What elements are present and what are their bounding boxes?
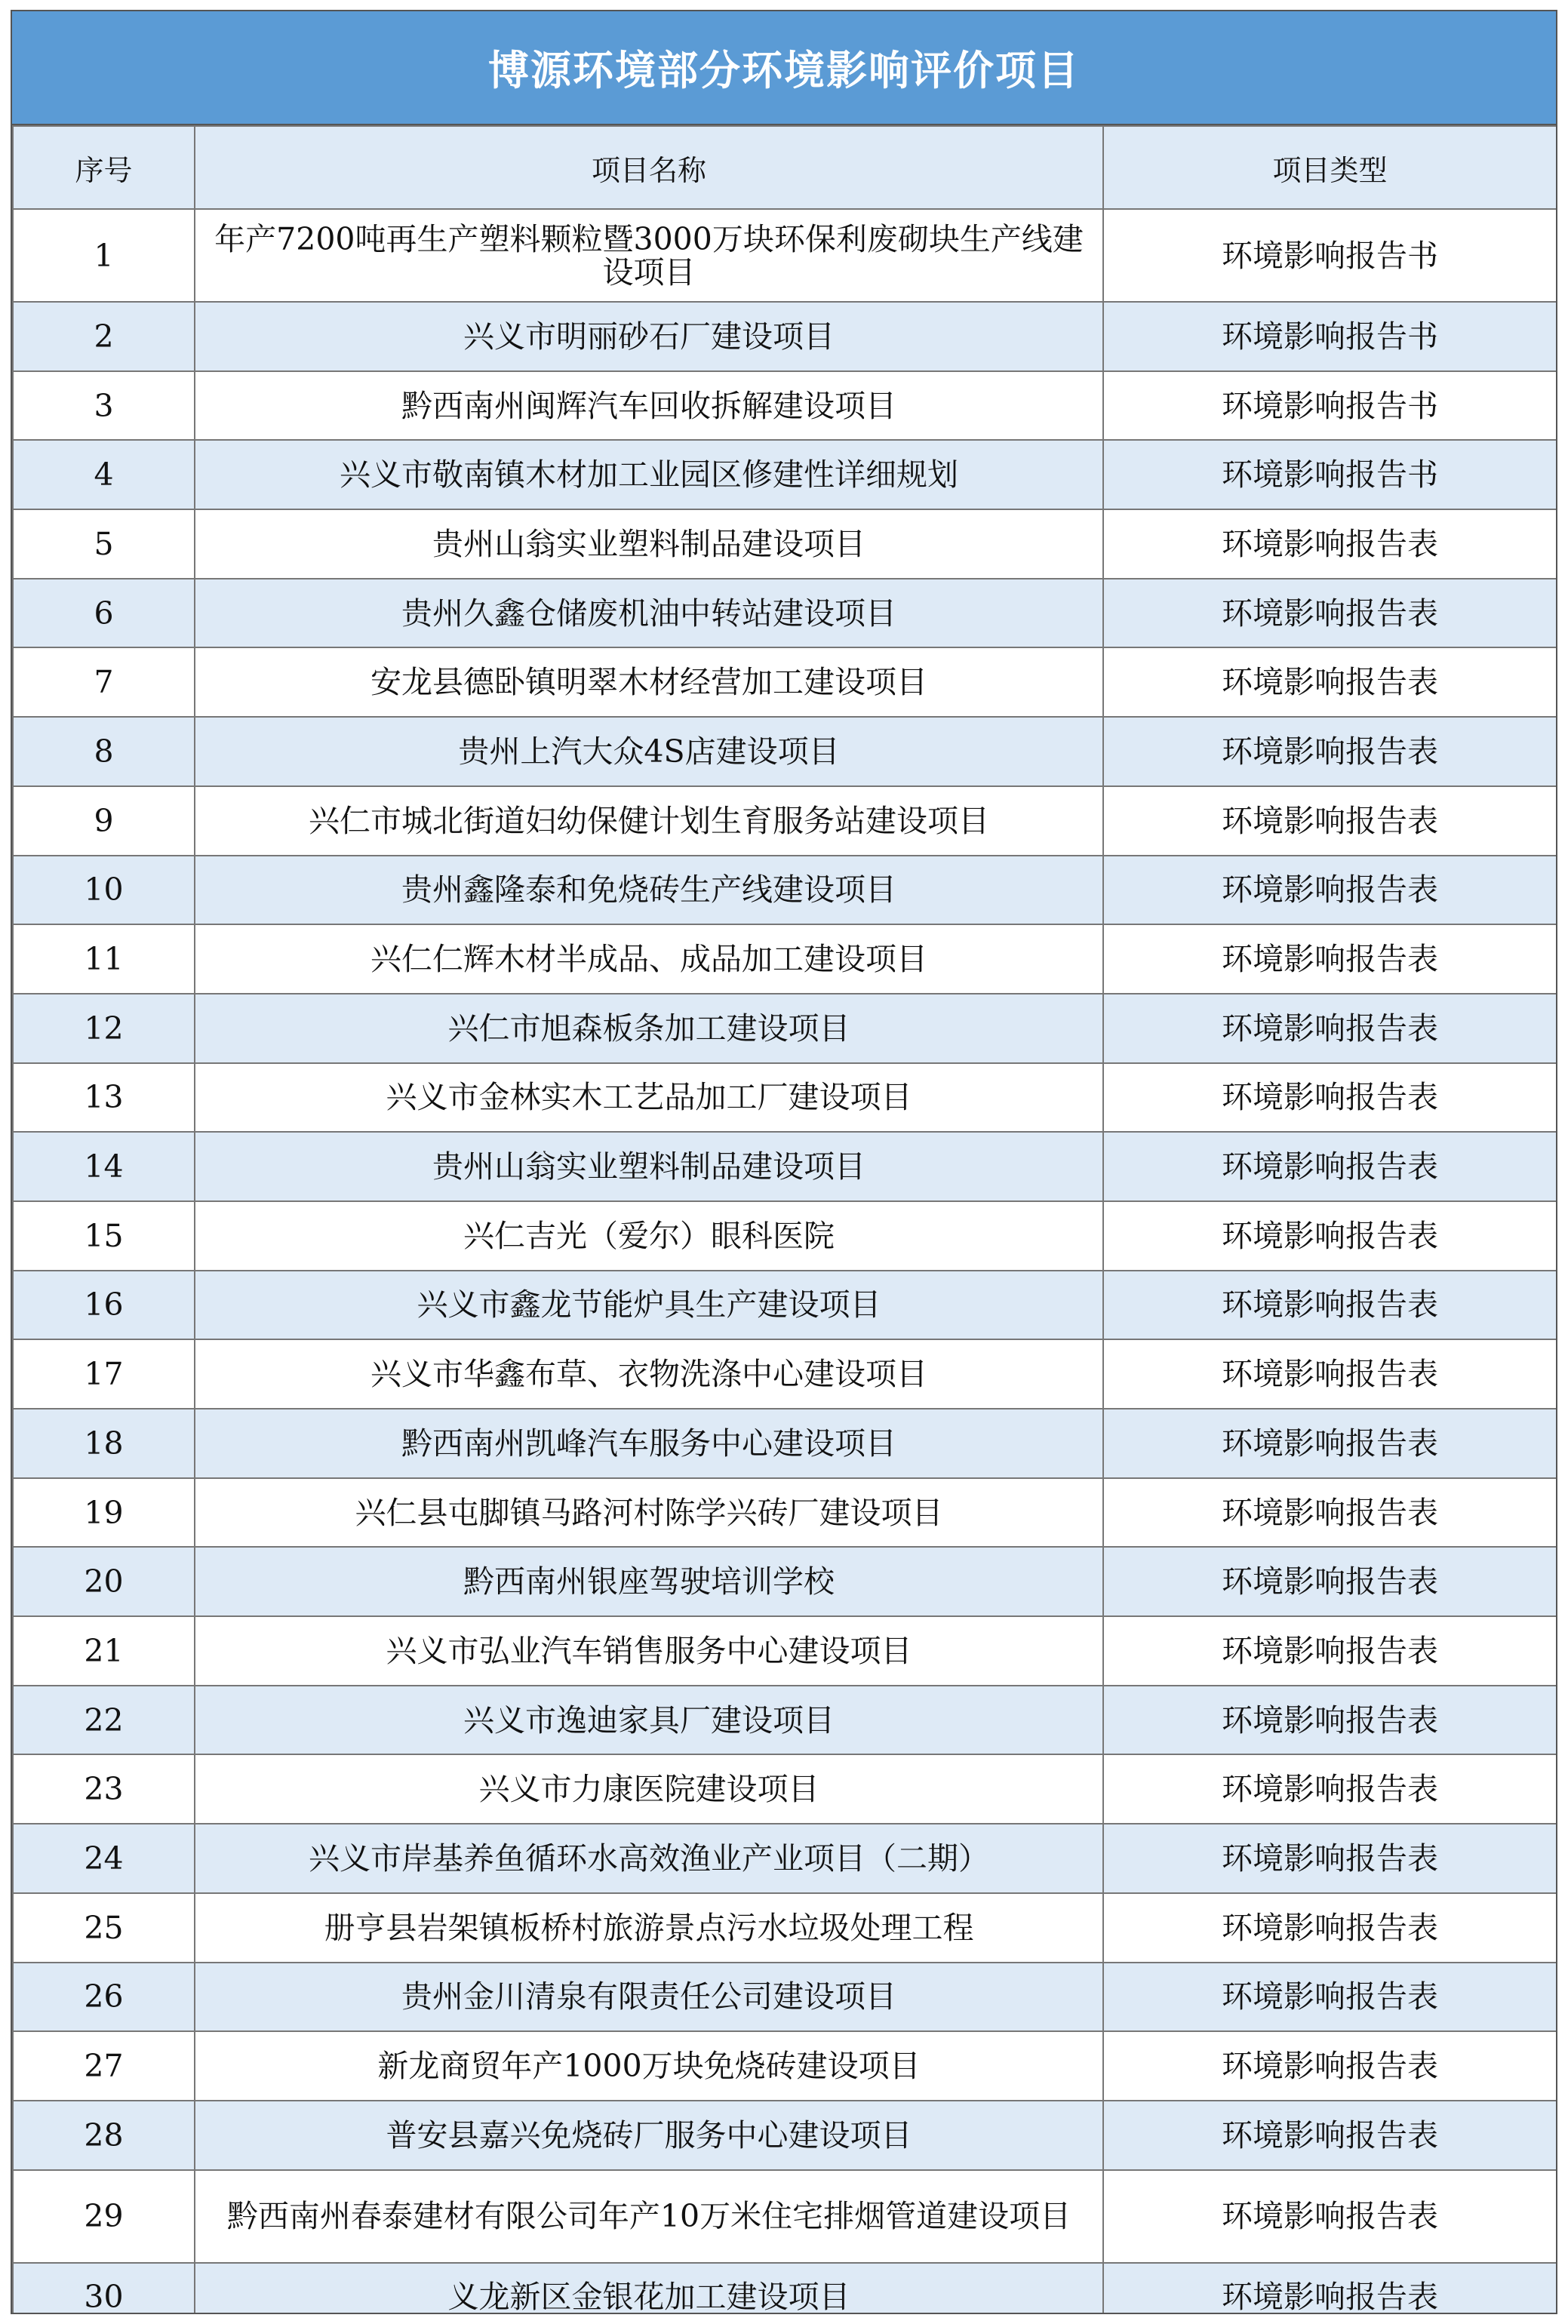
row-project-type: 环境影响报告表 (1103, 647, 1557, 717)
row-project-name: 兴仁市城北街道妇幼保健计划生育服务站建设项目 (309, 804, 989, 838)
row-index: 22 (13, 1686, 195, 1755)
row-project-name-cell (195, 786, 1103, 856)
row-index: 1 (13, 209, 195, 302)
row-project-name-cell (195, 440, 1103, 509)
table-row (13, 1409, 1557, 1478)
row-project-name: 黔西南州春泰建材有限公司年产10万米住宅排烟管道建设项目 (226, 2200, 1071, 2233)
row-index: 23 (13, 1754, 195, 1824)
row-index: 29 (13, 2170, 195, 2263)
row-project-type: 环境影响报告表 (1103, 1547, 1557, 1616)
header-name: 项目名称 (195, 126, 1103, 209)
table-row (13, 717, 1557, 786)
row-index: 16 (13, 1271, 195, 1340)
row-index: 24 (13, 1824, 195, 1893)
row-project-type: 环境影响报告表 (1103, 1824, 1557, 1893)
header-type: 项目类型 (1103, 126, 1557, 209)
row-index: 6 (13, 579, 195, 648)
row-project-name-cell (195, 302, 1103, 371)
row-project-name-cell (195, 924, 1103, 994)
row-project-type: 环境影响报告表 (1103, 717, 1557, 786)
row-project-name: 义龙新区金银花加工建设项目 (447, 2280, 850, 2314)
row-project-type: 环境影响报告表 (1103, 1201, 1557, 1271)
row-index: 30 (13, 2263, 195, 2314)
table-row (13, 1824, 1557, 1893)
table-row (13, 647, 1557, 717)
row-project-type: 环境影响报告表 (1103, 1339, 1557, 1409)
row-project-type: 环境影响报告表 (1103, 1063, 1557, 1133)
row-index: 25 (13, 1893, 195, 1963)
row-project-name: 兴义市力康医院建设项目 (478, 1772, 819, 1806)
table-body (13, 209, 1557, 2314)
row-project-name-cell (195, 371, 1103, 441)
row-project-name-cell (195, 579, 1103, 648)
table-row (13, 1616, 1557, 1686)
row-project-name: 兴义市敬南镇木材加工业园区修建性详细规划 (340, 458, 958, 492)
row-project-name: 年产7200吨再生产塑料颗粒暨3000万块环保利废砌块生产线建设项目 (214, 222, 1084, 289)
row-index: 4 (13, 440, 195, 509)
row-project-name-cell (195, 1478, 1103, 1548)
row-project-name: 兴义市弘业汽车销售服务中心建设项目 (386, 1634, 912, 1668)
row-index: 3 (13, 371, 195, 441)
row-project-type: 环境影响报告表 (1103, 924, 1557, 994)
row-index: 5 (13, 509, 195, 579)
row-index: 15 (13, 1201, 195, 1271)
row-project-name-cell (195, 2101, 1103, 2170)
table-row (13, 1893, 1557, 1963)
row-project-name-cell (195, 1824, 1103, 1893)
row-project-name-cell (195, 2031, 1103, 2101)
row-index: 20 (13, 1547, 195, 1616)
row-project-name-cell (195, 1754, 1103, 1824)
row-project-name: 黔西南州闽辉汽车回收拆解建设项目 (401, 389, 896, 423)
table-row (13, 1271, 1557, 1340)
row-project-name: 册亨县岩架镇板桥村旅游景点污水垃圾处理工程 (324, 1911, 974, 1944)
row-project-name: 普安县嘉兴免烧砖厂服务中心建设项目 (386, 2118, 912, 2152)
row-project-name-cell (195, 717, 1103, 786)
row-project-type: 环境影响报告表 (1103, 1478, 1557, 1548)
table-title: 博源环境部分环境影响评价项目 (12, 11, 1556, 125)
row-project-type: 环境影响报告表 (1103, 994, 1557, 1063)
row-project-name-cell (195, 1063, 1103, 1133)
row-index: 26 (13, 1963, 195, 2032)
row-project-name-cell (195, 647, 1103, 717)
row-project-name: 贵州鑫隆泰和免烧砖生产线建设项目 (401, 873, 896, 907)
table-row (13, 1547, 1557, 1616)
row-index: 13 (13, 1063, 195, 1133)
header-index: 序号 (13, 126, 195, 209)
row-project-name-cell (195, 1132, 1103, 1201)
row-project-name: 兴义市华鑫布草、衣物洗涤中心建设项目 (370, 1357, 927, 1391)
row-index: 2 (13, 302, 195, 371)
row-project-name-cell (195, 1271, 1103, 1340)
table-row (13, 2263, 1557, 2314)
row-project-type: 环境影响报告书 (1103, 440, 1557, 509)
row-project-type: 环境影响报告表 (1103, 2101, 1557, 2170)
table-row (13, 371, 1557, 441)
row-project-name: 兴仁仁辉木材半成品、成品加工建设项目 (370, 942, 927, 976)
row-index: 19 (13, 1478, 195, 1548)
row-project-name-cell (195, 1963, 1103, 2032)
row-project-name: 兴义市明丽砂石厂建设项目 (463, 319, 835, 353)
row-project-name-cell (195, 1893, 1103, 1963)
row-project-type: 环境影响报告表 (1103, 786, 1557, 856)
row-project-name: 兴仁吉光（爱尔）眼科医院 (463, 1219, 835, 1253)
row-project-type: 环境影响报告表 (1103, 2263, 1557, 2314)
row-project-name: 黔西南州银座驾驶培训学校 (463, 1565, 835, 1599)
table-row (13, 924, 1557, 994)
row-index: 28 (13, 2101, 195, 2170)
row-index: 7 (13, 647, 195, 717)
row-project-name-cell (195, 1686, 1103, 1755)
row-project-type: 环境影响报告表 (1103, 1409, 1557, 1478)
row-project-name-cell (195, 994, 1103, 1063)
row-project-type: 环境影响报告表 (1103, 1132, 1557, 1201)
row-project-name: 兴仁市旭森板条加工建设项目 (447, 1011, 850, 1045)
row-project-type: 环境影响报告书 (1103, 371, 1557, 441)
row-project-name: 兴义市鑫龙节能炉具生产建设项目 (417, 1288, 881, 1322)
table-row (13, 579, 1557, 648)
row-project-name: 兴义市岸基养鱼循环水高效渔业产业项目（二期） (309, 1841, 989, 1875)
table-row (13, 1339, 1557, 1409)
row-project-name-cell (195, 2170, 1103, 2263)
row-project-name-cell (195, 1616, 1103, 1686)
table-row (13, 2101, 1557, 2170)
project-table (12, 125, 1557, 2314)
table-row (13, 440, 1557, 509)
table-row (13, 1754, 1557, 1824)
row-index: 17 (13, 1339, 195, 1409)
row-project-type: 环境影响报告表 (1103, 1893, 1557, 1963)
table-row (13, 786, 1557, 856)
row-index: 18 (13, 1409, 195, 1478)
row-index: 21 (13, 1616, 195, 1686)
row-project-name: 兴仁县屯脚镇马路河村陈学兴砖厂建设项目 (355, 1496, 943, 1529)
row-project-type: 环境影响报告表 (1103, 856, 1557, 925)
row-project-name-cell (195, 2263, 1103, 2314)
table-row (13, 1201, 1557, 1271)
table-row (13, 209, 1557, 302)
table-row (13, 1063, 1557, 1133)
row-project-name-cell (195, 1339, 1103, 1409)
row-project-name-cell (195, 856, 1103, 925)
row-project-type: 环境影响报告表 (1103, 1963, 1557, 2032)
table-row (13, 1686, 1557, 1755)
table-row (13, 1132, 1557, 1201)
table-row (13, 1478, 1557, 1548)
row-index: 11 (13, 924, 195, 994)
row-index: 9 (13, 786, 195, 856)
row-project-name-cell (195, 209, 1103, 302)
row-project-type: 环境影响报告表 (1103, 1616, 1557, 1686)
row-index: 8 (13, 717, 195, 786)
row-project-name: 贵州金川清泉有限责任公司建设项目 (401, 1980, 896, 2014)
header-row (13, 126, 1557, 209)
row-index: 10 (13, 856, 195, 925)
row-project-name-cell (195, 1409, 1103, 1478)
row-project-type: 环境影响报告书 (1103, 302, 1557, 371)
table-row (13, 2031, 1557, 2101)
table-row (13, 994, 1557, 1063)
row-index: 12 (13, 994, 195, 1063)
row-project-name-cell (195, 1547, 1103, 1616)
row-project-name: 贵州久鑫仓储废机油中转站建设项目 (401, 596, 896, 630)
project-table-sheet (11, 10, 1557, 2314)
row-project-name-cell (195, 509, 1103, 579)
row-project-type: 环境影响报告表 (1103, 1686, 1557, 1755)
row-project-type: 环境影响报告表 (1103, 509, 1557, 579)
row-project-type: 环境影响报告书 (1103, 209, 1557, 302)
row-project-name: 新龙商贸年产1000万块免烧砖建设项目 (377, 2049, 921, 2083)
row-project-name: 兴义市金林实木工艺品加工厂建设项目 (386, 1081, 912, 1114)
row-project-name: 贵州山翁实业塑料制品建设项目 (432, 527, 865, 561)
row-project-name: 贵州上汽大众4S店建设项目 (458, 734, 840, 768)
row-project-type: 环境影响报告表 (1103, 1754, 1557, 1824)
table-row (13, 509, 1557, 579)
row-project-name: 安龙县德卧镇明翠木材经营加工建设项目 (370, 666, 927, 699)
row-project-name: 黔西南州凯峰汽车服务中心建设项目 (401, 1426, 896, 1460)
row-project-name: 贵州山翁实业塑料制品建设项目 (432, 1150, 865, 1184)
row-project-name: 兴义市逸迪家具厂建设项目 (463, 1703, 835, 1737)
row-index: 27 (13, 2031, 195, 2101)
table-row (13, 2170, 1557, 2263)
row-project-name-cell (195, 1201, 1103, 1271)
row-project-type: 环境影响报告表 (1103, 2170, 1557, 2263)
row-project-type: 环境影响报告表 (1103, 1271, 1557, 1340)
row-index: 14 (13, 1132, 195, 1201)
table-row (13, 302, 1557, 371)
row-project-type: 环境影响报告表 (1103, 579, 1557, 648)
table-row (13, 1963, 1557, 2032)
row-project-type: 环境影响报告表 (1103, 2031, 1557, 2101)
table-row (13, 856, 1557, 925)
